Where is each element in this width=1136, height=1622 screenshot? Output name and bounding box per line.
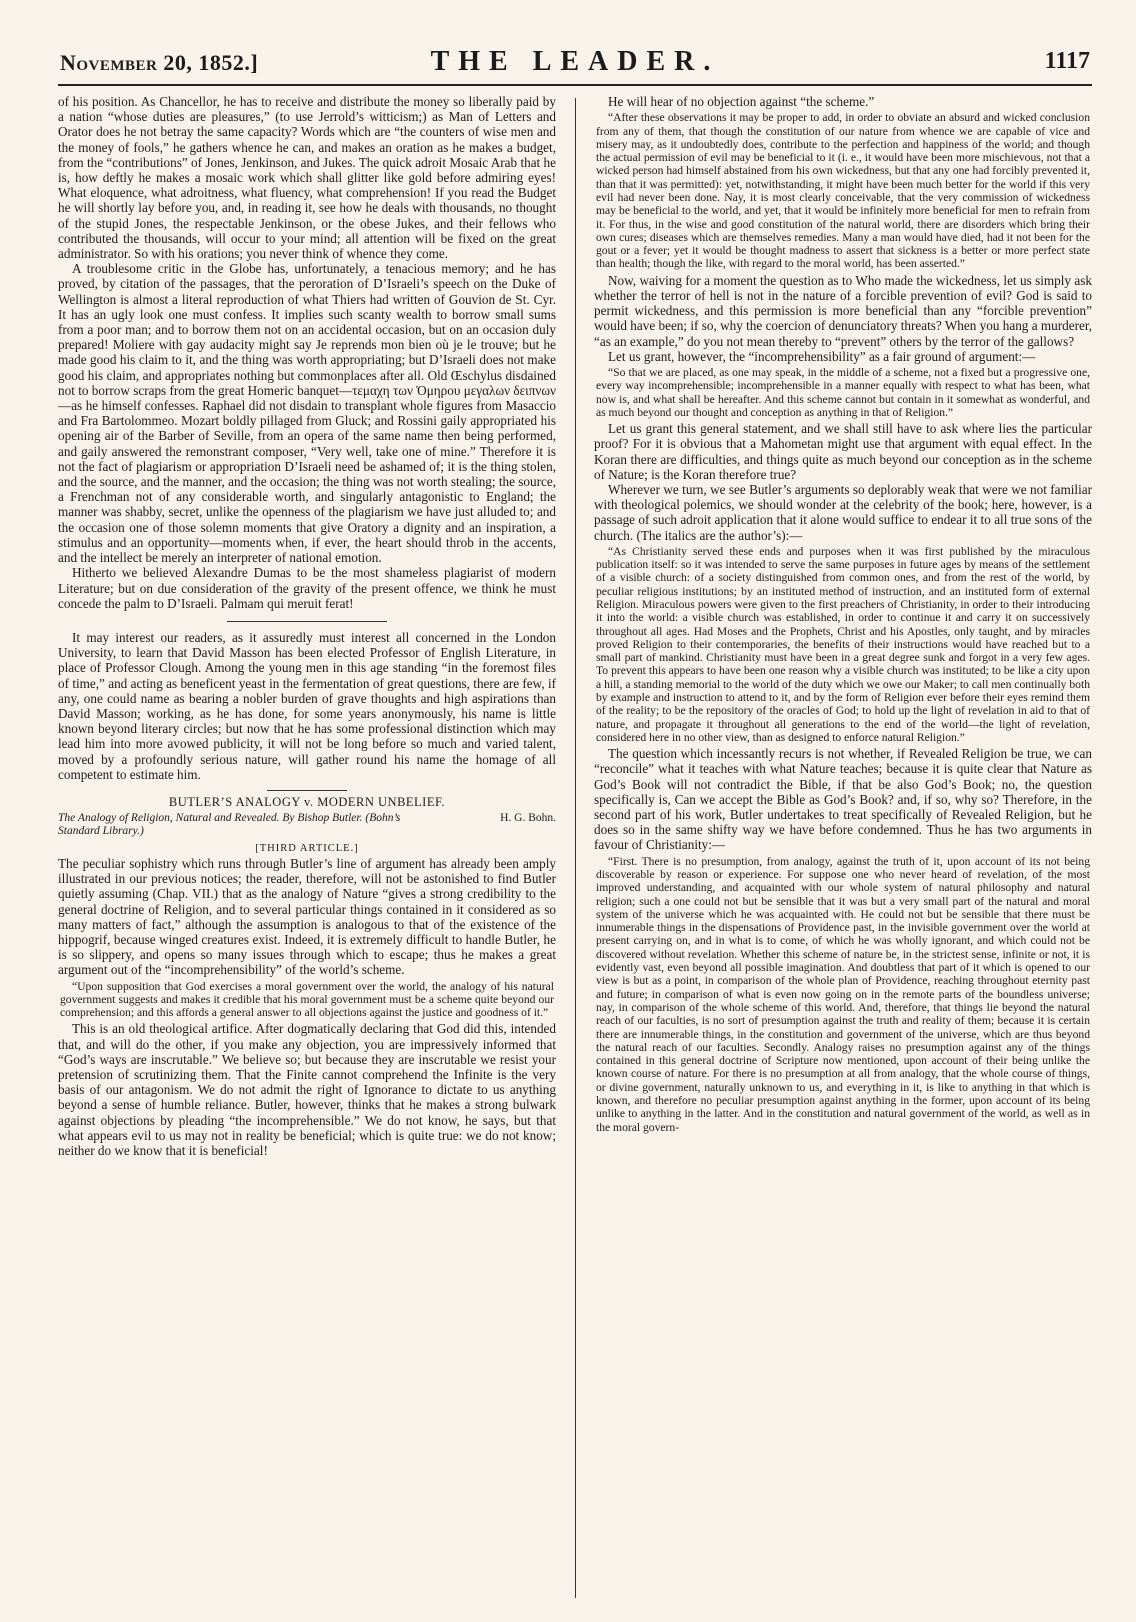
right-column (586, 94, 1092, 1614)
left-column (58, 94, 564, 1614)
quotation: “After these observations it may be proper to add, in order to obviate an absurd and wicked conclusion from any of them, that though the constitution of our nature from whence we are capable of vice and misery may, as it undoubtedly does, contribute to the perfection and happiness of the world; and though the actual permission of evil may be beneficial to it (i. e., it would have been more mischievous, not that a wicked person had himself abstained from his own wickedness, but that any one had forcibly prevented it, than that it was permitted): yet, notwithstanding, it might have been much better for the world if this very evil had never been done. Nay, it is most clearly conceivable, that the very commission of wickedness may be beneficial to the world, and yet, that it would be infinitely more beneficial for men to refrain from it. For thus, in the wise and good constitution of the natural world, there are disorders which bring their own cures; diseases which are themselves remedies. Many a man would have died, had it not been for the gout or a fever; yet it would be thought madness to assert that sickness is a better or more perfect state than health; though the like, with regard to the moral world, has been asserted.” (596, 111, 1090, 271)
paragraph: of his position. As Chancellor, he has to receive and distribute the money so liberally paid by a nation “whose duties are pleasures,” (to use Jerrold’s witticism;) as Man of Letters and Orator does he not betray the same capacity? Words which are “the counters of wise men and the money of fools,” he gathers whence he can, and makes an oration as he makes a budget, from the “contributions” of Jones, Jenkinson, and Jukes. The quick adroit Mosaic Arab that he is, how deftly he makes a mosaic work which shall glitter like gold before admiring eyes! What eloquence, what adroitness, what fluency, what comprehension! If you read the Budget he will shortly lay before you, and, in reading it, see how he deals with thousands, no thought of the stupid Jones, the respectable Jenkinson, or the obese Jukes, and their fellows who contributed the thousands, will occur to your mind; all attention will be fixed on the great administrator. So with his orations; you never think of whence they come. (58, 94, 556, 262)
paragraph: It may interest our readers, as it assuredly must interest all concerned in the London University, to learn that David Masson has been elected Professor of English Literature, in place of Professor Clough. Among the young men in this age standing “in the foremost files of time,” and acting as beneficent yeast in the fermentation of great questions, there are few, if any, one could name as bearing a nobler burden of grave thoughts and high aspirations than David Masson; working, as he has done, for some years anonymously, his name is little known beyond literary circles; but now that he has some professional distinction which may lead him into more avowed publicity, it will not be long before so much and varied talent, moved by a profoundly serious nature, will gather round his name the homage of all competent to estimate him. (58, 629, 556, 782)
article-title: BUTLER’S ANALOGY v. MODERN UNBELIEF. (168, 794, 446, 809)
columns (58, 94, 1092, 1614)
paragraph: This is an old theological artifice. After dogmatically declaring that God did this, intended that, and will do the other, if you make any objection, you are impressively informed that “God’s ways are inscrutable.” We believe so; but because they are inscrutable we resist your pretension of scrutinizing them. That the Finite cannot comprehend the Infinite is the very basis of our antagonism. We do not admit the right of Ignorance to dictate to us anything beyond a sense of humble reliance. Butler, however, thinks that he makes a strong bulwark against objections by pleading “the incomprehensible.” We do not know, he says, but that what appears evil to us may not in reality be beneficial; which is quite true: we do not know; neither do we know that it is beneficial! (58, 1021, 556, 1159)
section-divider (227, 621, 387, 622)
quotation: “As Christianity served these ends and purposes when it was first published by the miraculous publication itself: so it was intended to serve the same purposes in future ages by means of the settlement of a visible church: of a society distinguished from common ones, and from the rest of the world, by peculiar religious institutions; by an instituted method of instruction, and an instituted form of external Religion. Miraculous powers were given to the first preachers of Christianity, in order to their introducing it into the world: a visible church was established, in order to continue it and carry it on successively throughout all ages. Had Moses and the Prophets, Christ and his Apostles, only taught, and by miracles proved Religion to their contemporaries, the benefits of their instructions would have reached but to a small part of mankind. Christianity must have been in a great degree sunk and forgot in a very few ages. To prevent this appears to have been one reason why a visible church was instituted; to be like a city upon a hill, a standing memorial to the world of the duty which we owe our Maker; to call men continually both by example and instruction to attend to it, and by the form of Religion ever before their eyes remind them of the reality; to be the repository of the oracles of God; to hold up the light of revelation in aid to that of nature, and propagate it throughout all generations to the end of the world—the light of revelation, considered here in no other view, than as designed to enforce natural Religion.” (596, 544, 1090, 744)
paragraph: The peculiar sophistry which runs through Butler’s line of argument has already been amply illustrated in our previous notices; the reader, therefore, will not be astonished to find Butler quietly assuming (Chap. VII.) that as the analogy of Nature “gives a strong credibility to the general doctrine of Religion, and to several particular things contained in it considered as so many matters of fact,” although the assumption is analogous to that of the existence of the hippogrif, because winged creatures exist. Indeed, it is extremely difficult to handle Butler, he is so slippery, and opens so many issues through which to escape; thus he makes a great argument out of the “incomprehensibility” of the world’s scheme. (58, 855, 556, 978)
paragraph: He will hear of no objection against “the scheme.” (608, 94, 875, 109)
paragraph: Hitherto we believed Alexandre Dumas to be the most shameless plagiarist of modern Literature; but on due consideration of the gravity of the present offence, we think he must concede the palm to D’Israeli. Palmam qui meruit ferat! (58, 565, 556, 611)
newspaper-title: THE LEADER. (430, 46, 720, 77)
paragraph: The question which incessantly recurs is not whether, if Revealed Religion be true, we can “reconcile” what it teaches with what Nature teaches; because it is quite clear that Nature as God’s Book will not contradict the Bible, if that be also God’s Book; no, the question specifically is, Can we accept the Bible as God’s Book? and, if so, why so? Therefore, in the second part of his work, Butler undertakes to treat specifically of Revealed Religion, but he does so in the same shifty way we have before condemned. Thus he has two arguments in favour of Christianity:— (594, 746, 1092, 853)
book-title: The Analogy of Religion, Natural and Revealed. By Bishop Butler. (Bohn’s Standard Library.) (58, 811, 401, 838)
quotation: “First. There is no presumption, from analogy, against the truth of it, upon account of its not being discoverable by reason or experience. For suppose one who never heard of revelation, of the most improved understanding, and acquainted with our whole system of natural philosophy and natural religion; such a one could not but be sensible that it was but a very small part of the natural and moral system of the universe which he was acquainted with. He could not but be sensible that there must be innumerable things in the dispensations of Providence past, in the invisible government over the world at present carrying on, and in what is to come, of which he was wholly ignorant, and which could not be discovered without revelation. Whether this scheme of nature be, in the strictest sense, infinite or not, it is evidently vast, even beyond all possible imagination. And doubtless that part of it which is opened to our view is but as a point, in comparison of the whole plan of Providence, reaching throughout eternity past and future; in comparison of what is even now going on in the remote parts of the boundless universe; nay, in comparison of the whole scheme of this world. And, therefore, that things lie beyond the natural reach of our faculties, is no sort of presumption against the truth and reality of them; because it is certain there are innumerable things, in the constitution and government of the universe, which are thus beyond the natural reach of our faculties. Secondly. Analogy raises no presumption against any of the things contained in this general doctrine of Scripture now mentioned, upon account of their being unlike the known course of nature. For there is no presumption at all from analogy, that the whole course of things, or divine government, naturally unknown to us, and everything in it, is like to anything in that which is known, and therefore no peculiar presumption against anything in the former, upon account of its being unlike to anything in the latter. And in the constitution and natural government of the world, as well as in the moral govern- (596, 854, 1090, 1134)
publisher: H. G. Bohn. (500, 811, 556, 824)
book-citation (58, 812, 556, 839)
section-divider (267, 790, 347, 791)
quotation: “So that we are placed, as one may speak, in the middle of a scheme, not a fixed but a progressive one, every way incomprehensible; incomprehensible in a manner equally with respect to what has been, what now is, and what shall be hereafter. And this scheme cannot but contain in it somewhat as wonderful, and as much beyond our thought and conception as anything in that of Religion.” (596, 365, 1090, 419)
paragraph: Let us grant this general statement, and we shall still have to ask where lies the particular proof? For it is obvious that a Mahometan might use that argument with equal effect. In the Koran there are difficulties, and things quite as much beyond our conception as in the scheme of Nature; is the Koran therefore true? (594, 421, 1092, 482)
paragraph: Let us grant, however, the “incomprehensibility” as a fair ground of argument:— (608, 348, 1036, 364)
column-divider (575, 98, 576, 1598)
article-label: [THIRD ARTICLE.] (255, 842, 359, 854)
quotation: “Upon supposition that God exercises a moral government over the world, the analogy of his natural government suggests and makes it credible that his moral government must be a scheme quite beyond our comprehension; and this affords a general answer to all objections against the justice and goodness of it.” (60, 979, 554, 1020)
paragraph: Now, waiving for a moment the question as to Who made the wickedness, let us simply ask whether the terror of hell is not in the nature of a forcible prevention of evil? God is said to permit wickedness, and this permission is more beneficial than any “forcible prevention” would have been; if so, why the coercion of denunciatory threats? When you hang a murderer, “as an example,” do you not mean thereby to “prevent” others by the terror of the gallows? (594, 272, 1092, 349)
issue-date: November 20, 1852.] (60, 50, 259, 75)
paragraph: Wherever we turn, we see Butler’s arguments so deplorably weak that were we not familiar with theological polemics, we should wonder at the celebrity of the book; here, however, is a passage of such adroit application that it alone would suffice to endear it to all true sons of the church. (The italics are the author’s):— (594, 481, 1092, 543)
paragraph: A troublesome critic in the Globe has, unfortunately, a tenacious memory; and he has proved, by citation of the passages, that the peroration of D’Israeli’s speech on the Duke of Wellington is almost a literal reproduction of what Thiers had written of Gouvion de St. Cyr. It has an ugly look one must confess. It implies such scanty wealth to borrow small sums from a poor man; and to borrow them not on an accidental occasion, but on an occasion duly prepared! Moliere with gay audacity might say Je reprends mon bien où je le trouve; but he made good his claim to it, and the thing was worth appropriating; but D’Israeli does not make good his claim, and appropriates nothing but commonplaces after all. Old Œschylus disdained not to borrow scraps from the great Homeric banquet—τεμαχη των Ὁμηρου μεγαλων δειπνων—as he himself confesses. Raphael did not disdain to transplant whole figures from Masaccio and Fra Bartolommeo. Mozart boldly pillaged from Gluck; and Rossini gaily appropriated his opening air of the Barber of Seville, from an opera of the same name then being performed, and gaily answered the remonstrant composer, “Very well, take one of mine.” Therefore it is not the fact of plagiarism or appropriation D’Israeli need be ashamed of; it is the thing stolen, and the source, and the manner, and the occasion; the thing was not worth stealing; the source, a Frenchman not of any considerable worth, and singularly antagonistic to England; the manner was shabby, secret, unlike the openness of the plagiarism we have just alluded to; and the occasion one of those solemn moments that give Oratory a dignity and an inspiration, a stimulus and an opportunity—moments when, if ever, the heart should throb in the accents, and the intellect be merely an interpreter of national emotion. (58, 261, 556, 566)
masthead (58, 40, 1092, 86)
page-number: 1117 (1044, 48, 1090, 74)
